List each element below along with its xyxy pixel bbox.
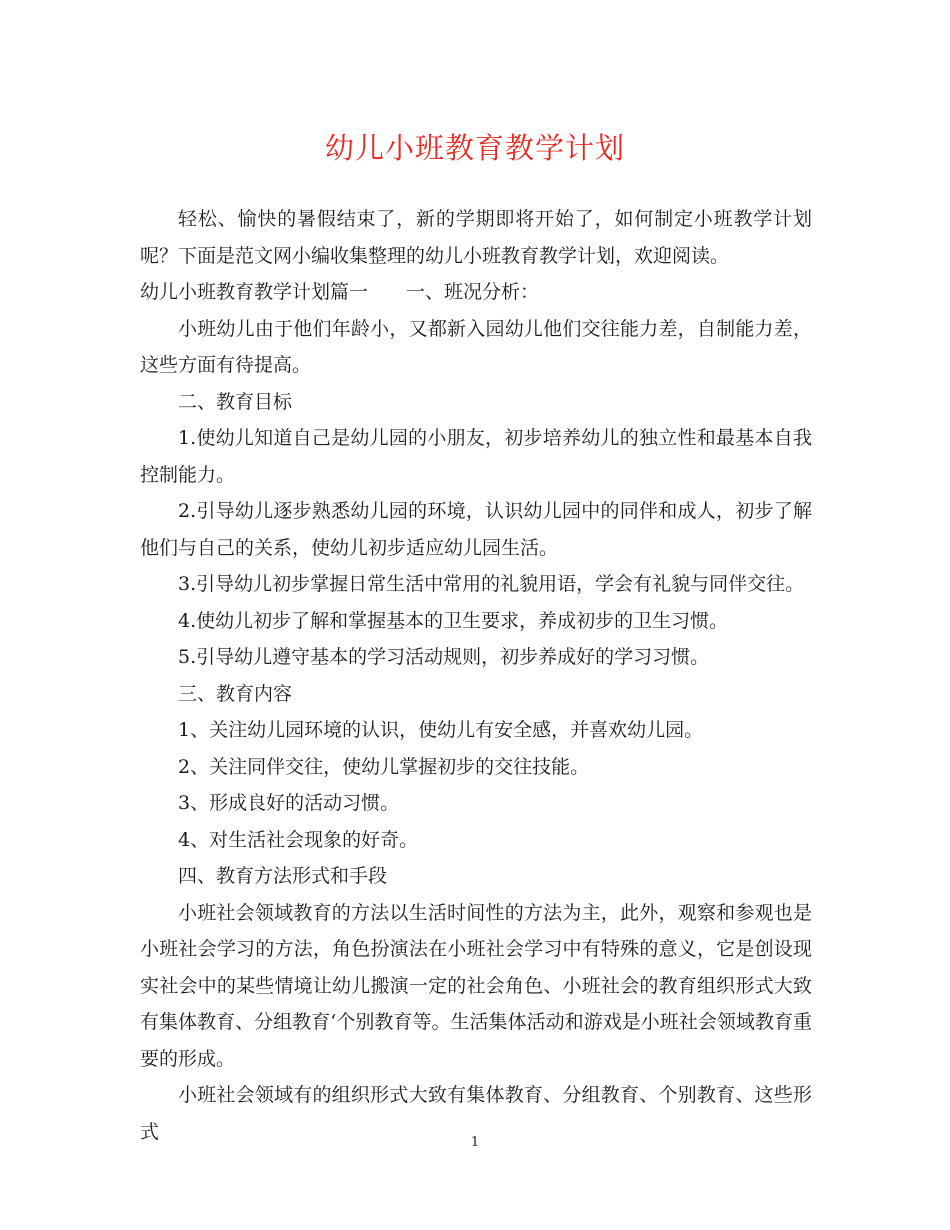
document-body xyxy=(140,201,812,1150)
body-paragraph: 小班幼儿由于他们年龄小，又都新入园幼儿他们交往能力差，自制能力差，这些方面有待提高。 xyxy=(140,317,812,376)
section-heading-plan-one: 幼儿小班教育教学计划篇一 一、班况分析： xyxy=(140,281,540,303)
body-paragraph: 小班社会领域教育的方法以生活时间性的方法为主，此外，观察和参观也是小班社会学习的方法，角色扮演法在小班社会学习中有特殊的意义，它是创设现实社会中的某些情境让幼儿搬演一定的社会角色、小班社会的教育组织形式大致有集体教育、分组教育‘个别教育等。生活集体活动和游戏是小班社会领域教育重要的形成。 xyxy=(140,901,812,1070)
document-title: 幼儿小班教育教学计划 xyxy=(324,131,625,165)
list-item: 3、形成良好的活动习惯。 xyxy=(178,792,400,814)
body-paragraph: 小班社会领域有的组织形式大致有集体教育、分组教育、个别教育、这些形式 xyxy=(140,1084,812,1143)
list-item: 1.使幼儿知道自己是幼儿园的小朋友，初步培养幼儿的独立性和最基本自我控制能力。 xyxy=(140,427,812,486)
page-number: 1 xyxy=(470,1135,480,1150)
list-item: 2.引导幼儿逐步熟悉幼儿园的环境，认识幼儿园中的同伴和成人，初步了解他们与自己的关系，使幼儿初步适应幼儿园生活。 xyxy=(140,500,812,559)
intro-paragraph: 轻松、愉快的暑假结束了，新的学期即将开始了，如何制定小班教学计划呢？下面是范文网小编收集整理的幼儿小班教育教学计划，欢迎阅读。 xyxy=(140,208,812,267)
list-item: 3.引导幼儿初步掌握日常生活中常用的礼貌用语，学会有礼貌与同伴交往。 xyxy=(178,573,805,595)
list-item: 4、对生活社会现象的好奇。 xyxy=(178,828,419,851)
list-item: 4.使幼儿初步了解和掌握基本的卫生要求，养成初步的卫生习惯。 xyxy=(178,609,729,632)
section-heading: 三、教育内容 xyxy=(178,682,293,705)
section-heading: 二、教育目标 xyxy=(178,390,293,413)
list-item: 2、关注同伴交往，使幼儿掌握初步的交往技能。 xyxy=(178,755,590,778)
list-item: 1、关注幼儿园环境的认识，使幼儿有安全感，并喜欢幼儿园。 xyxy=(178,719,704,741)
list-item: 5.引导幼儿遵守基本的学习活动规则，初步养成好的学习习惯。 xyxy=(178,646,710,668)
section-heading: 四、教育方法形式和手段 xyxy=(178,865,388,887)
